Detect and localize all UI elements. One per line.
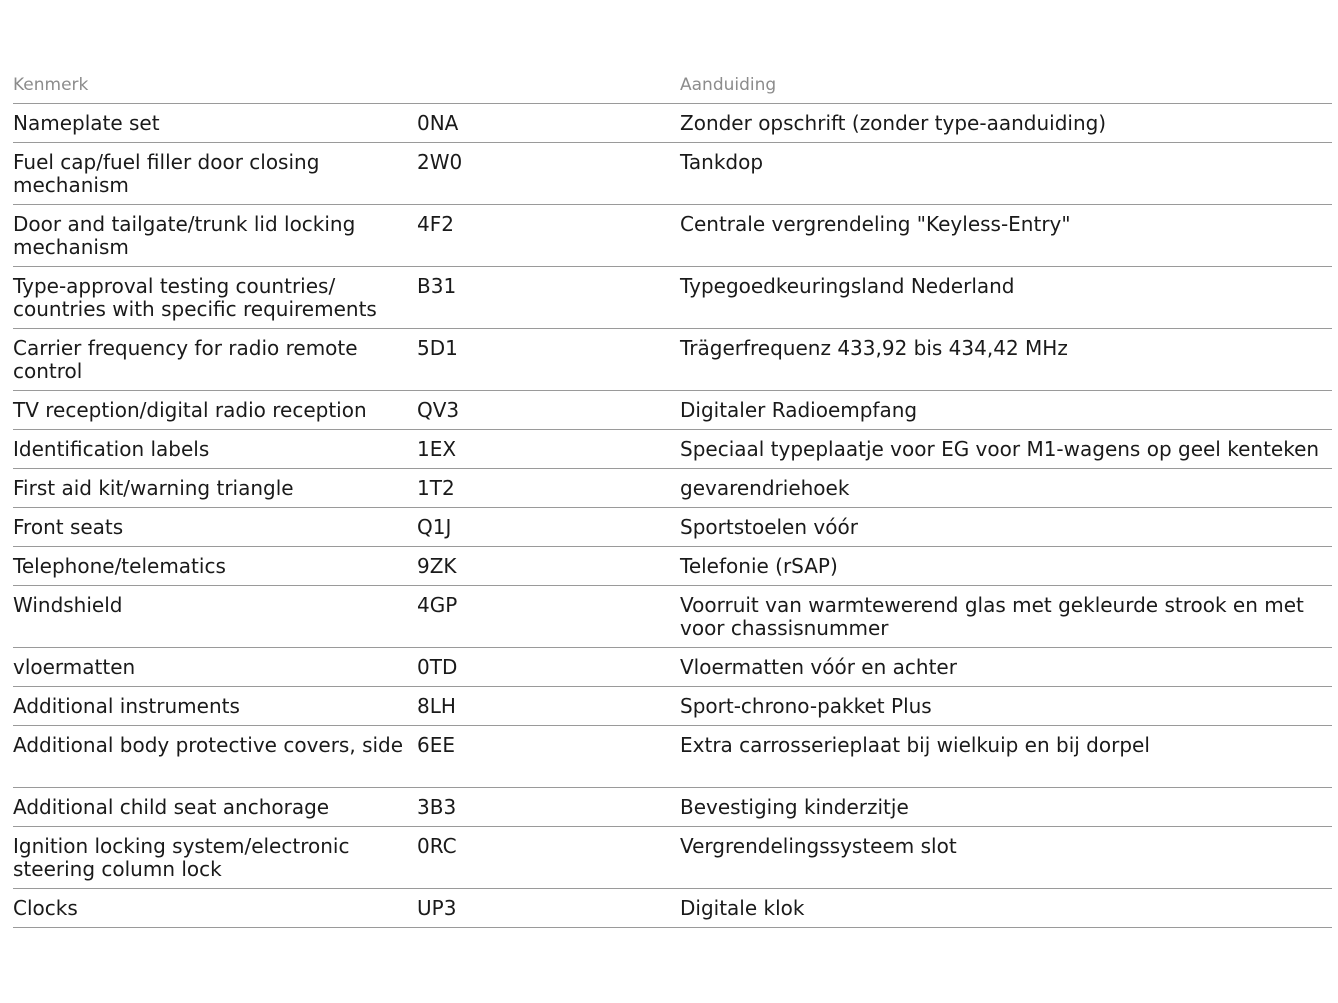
- table-row: [13, 205, 1332, 267]
- table-row: [13, 889, 1332, 928]
- row-code: 4GP: [417, 593, 458, 617]
- row-code: 0NA: [417, 111, 459, 135]
- table-row: [13, 547, 1332, 586]
- row-description: Sportstoelen vóór: [680, 515, 858, 539]
- row-description: Voorruit van warmtewerend glas met gekleurde strook en met voor chassisnummer: [680, 593, 1304, 640]
- table-row: [13, 391, 1332, 430]
- row-feature: Additional instruments: [13, 694, 240, 718]
- row-feature: Identification labels: [13, 437, 210, 461]
- row-feature: vloermatten: [13, 655, 136, 679]
- row-code: 1T2: [417, 476, 455, 500]
- row-code: 5D1: [417, 336, 458, 360]
- row-code: 6EE: [417, 733, 455, 757]
- table-row: [13, 267, 1332, 329]
- table-row: [13, 508, 1332, 547]
- table-row: [13, 430, 1332, 469]
- row-feature: Windshield: [13, 593, 123, 617]
- row-description: Digitaler Radioempfang: [680, 398, 918, 422]
- row-description: Trägerfrequenz 433,92 bis 434,42 MHz: [680, 336, 1068, 360]
- row-description: Telefonie (rSAP): [680, 554, 838, 578]
- header-feature: Kenmerk: [13, 75, 89, 95]
- row-code: 9ZK: [417, 554, 457, 578]
- row-feature: Clocks: [13, 896, 78, 920]
- table-row: [13, 586, 1332, 648]
- table-row: [13, 687, 1332, 726]
- row-code: 3B3: [417, 795, 457, 819]
- row-code: B31: [417, 274, 457, 298]
- row-description: Extra carrosserieplaat bij wielkuip en bij dorpel: [680, 733, 1150, 757]
- row-description: Typegoedkeuringsland Nederland: [680, 274, 1015, 298]
- row-feature: TV reception/digital radio reception: [13, 398, 367, 422]
- row-feature: Additional child seat anchorage: [13, 795, 330, 819]
- row-feature: Type-approval testing countries/ countries with specific requirements: [13, 274, 377, 321]
- row-feature: Ignition locking system/electronic steering column lock: [13, 834, 350, 881]
- row-feature: Door and tailgate/trunk lid locking mechanism: [13, 212, 356, 259]
- row-code: 4F2: [417, 212, 454, 236]
- row-code: QV3: [417, 398, 460, 422]
- row-description: gevarendriehoek: [680, 476, 850, 500]
- row-feature: Fuel cap/fuel filler door closing mechanism: [13, 150, 320, 197]
- table-row: [13, 104, 1332, 143]
- row-description: Digitale klok: [680, 896, 805, 920]
- row-code: 0TD: [417, 655, 458, 679]
- row-code: 2W0: [417, 150, 463, 174]
- table-row: [13, 469, 1332, 508]
- row-code: 8LH: [417, 694, 456, 718]
- table-row: [13, 726, 1332, 788]
- row-feature: Front seats: [13, 515, 124, 539]
- header-description: Aanduiding: [680, 75, 777, 95]
- row-code: 1EX: [417, 437, 457, 461]
- table-row: [13, 827, 1332, 889]
- table-row: [13, 143, 1332, 205]
- row-description: Centrale vergrendeling "Keyless-Entry": [680, 212, 1071, 236]
- table-row: [13, 329, 1332, 391]
- equipment-table: [13, 72, 1332, 928]
- row-description: Zonder opschrift (zonder type-aanduiding): [680, 111, 1107, 135]
- row-description: Tankdop: [680, 150, 764, 174]
- row-description: Sport-chrono-pakket Plus: [680, 694, 932, 718]
- row-feature: Nameplate set: [13, 111, 160, 135]
- table-header: [13, 72, 1332, 104]
- row-feature: First aid kit/warning triangle: [13, 476, 294, 500]
- row-code: 0RC: [417, 834, 457, 858]
- table-row: [13, 648, 1332, 687]
- row-description: Vloermatten vóór en achter: [680, 655, 957, 679]
- row-description: Vergrendelingssysteem slot: [680, 834, 957, 858]
- table-row: [13, 788, 1332, 827]
- row-feature: Carrier frequency for radio remote control: [13, 336, 358, 383]
- row-feature: Telephone/telematics: [13, 554, 226, 578]
- row-description: Speciaal typeplaatje voor EG voor M1-wagens op geel kenteken: [680, 437, 1320, 461]
- row-feature: Additional body protective covers, side: [13, 733, 404, 757]
- row-code: Q1J: [417, 515, 452, 539]
- row-description: Bevestiging kinderzitje: [680, 795, 909, 819]
- row-code: UP3: [417, 896, 457, 920]
